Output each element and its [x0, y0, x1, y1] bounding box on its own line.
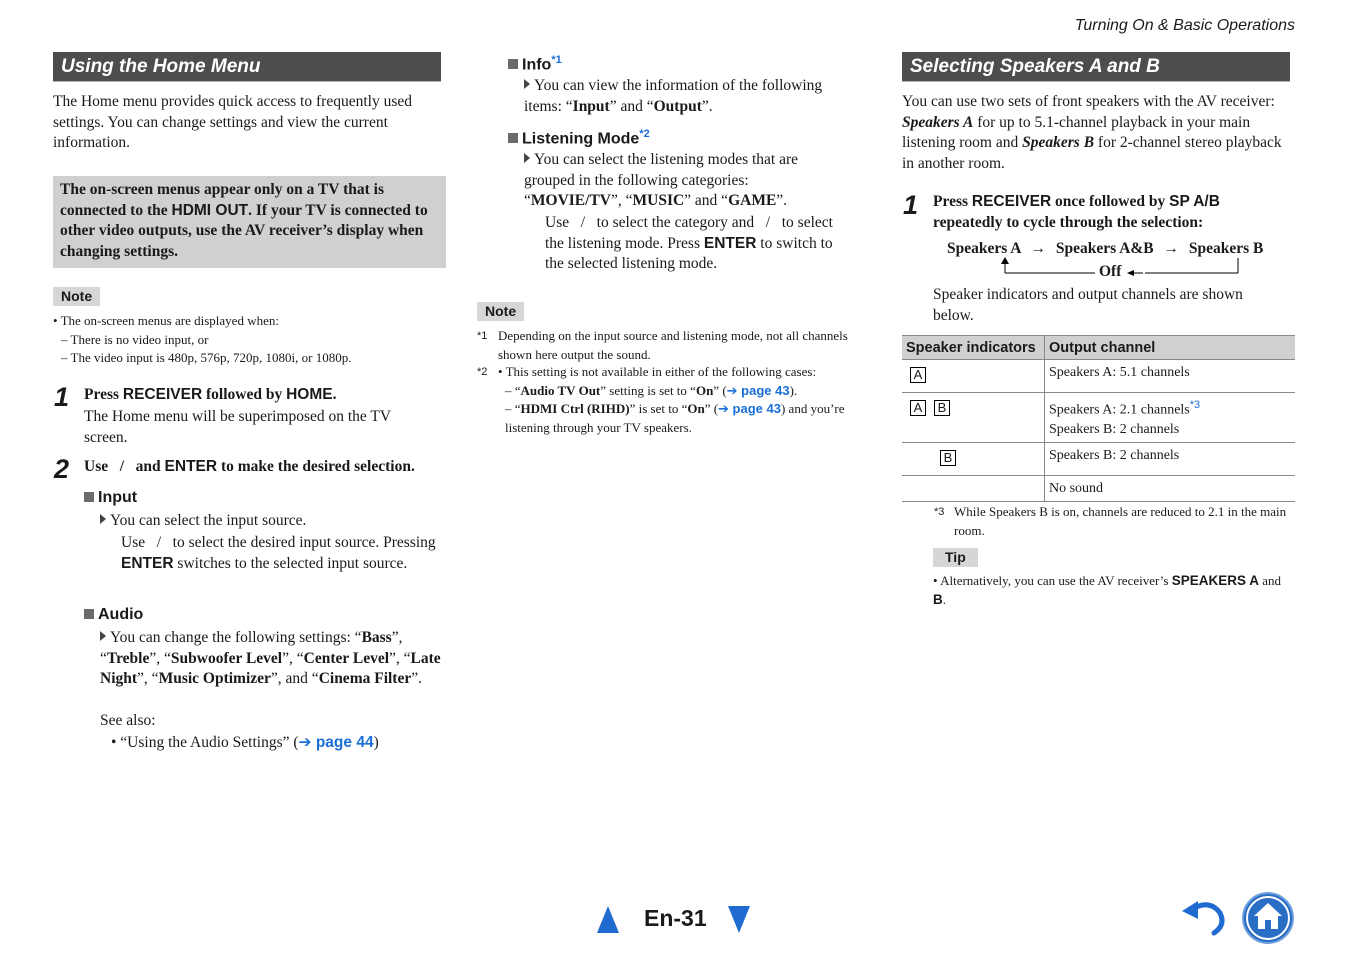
indicator-cell [902, 475, 1045, 501]
note-label: Note [53, 287, 100, 306]
tip-label: Tip [933, 548, 978, 567]
sp-ab-key: SP A/B [1169, 193, 1220, 210]
square-bullet-icon [84, 492, 94, 502]
page-44-link[interactable]: ➔ page 44 [298, 734, 374, 751]
indicator-a: A [910, 400, 926, 416]
listening-mode-detail: Use / to select the category and / to select the listening mode. Press ENTER to switch to the selected listening mode. [545, 214, 837, 272]
square-bullet-icon [508, 59, 518, 69]
output-cell: No sound [1045, 475, 1296, 501]
note-line: – There is no video input, or [61, 331, 209, 347]
page-43-link[interactable]: ➔ page 43 [718, 401, 781, 416]
home-icon[interactable] [1241, 891, 1295, 945]
footnote-2-case-a: – “Audio TV Out” setting is set to “On” (➔ page 43). [505, 383, 798, 398]
triangle-bullet-icon [524, 79, 530, 89]
right-arrow-icon: → [1163, 240, 1180, 257]
home-menu-intro: The Home menu provides quick access to frequently used settings. You can change settings and view the current information. [53, 93, 412, 151]
warning-text-2: . If your TV is connected to other video outputs, use the AV receiver’s display when changing settings. [60, 201, 428, 260]
output-cell: Speakers A: 5.1 channels [1045, 360, 1296, 393]
running-header: Turning On & Basic Operations [1074, 17, 1295, 34]
section-title-speakers: Selecting Speakers A and B [902, 52, 1290, 82]
footnote-mark-2: *2 [477, 366, 488, 378]
indicator-b: B [940, 450, 956, 466]
cycle-speakers-ab: Speakers A&B [1055, 240, 1154, 257]
table-row [902, 393, 1295, 443]
input-heading: Input [84, 489, 137, 507]
section-title-home-menu: Using the Home Menu [53, 52, 441, 82]
right-arrow-icon: → [1030, 240, 1047, 257]
note-line: • The on-screen menus are displayed when: [53, 313, 279, 328]
footnote-1: Depending on the input source and listening mode, not all channels shown here output the sound. [498, 328, 848, 362]
step-number: 2 [54, 454, 70, 484]
cycle-speakers-a: Speakers A [947, 240, 1021, 257]
input-detail: Use / to select the desired input source. Pressing ENTER switches to the selected input source. [121, 534, 440, 572]
step-number: 1 [903, 190, 919, 220]
note-list [53, 312, 448, 368]
column-header-output: Output channel [1045, 336, 1296, 360]
table-row [902, 360, 1295, 393]
warning-text-1: The on-screen menus appear only on a TV that is connected to the [60, 181, 384, 219]
indicator-cell [902, 393, 1045, 443]
table-row [902, 475, 1295, 501]
indicator-cell [902, 360, 1045, 393]
footnote-2-case-b: – “HDMI Ctrl (RIHD)” is set to “On” (➔ page 43) and you’re listening through your TV speakers. [505, 401, 845, 435]
table-row [902, 442, 1295, 475]
audio-settings-ref: • “Using the Audio Settings” (➔ page 44) [111, 734, 379, 751]
triangle-bullet-icon [100, 631, 106, 641]
speaker-table [902, 335, 1295, 502]
output-cell: Speakers A: 2.1 channels$^{*3}$ Speakers B: 2 channels [1045, 393, 1296, 443]
step-number: 1 [54, 382, 70, 412]
footnote-mark-3: *3 [934, 506, 945, 518]
enter-key: ENTER [164, 458, 218, 475]
back-icon[interactable] [1180, 897, 1228, 937]
step1-description: The Home menu will be superimposed on the TV screen. [84, 408, 391, 446]
speakers-step1-instruction: Press RECEIVER once followed by SP A/B repeatedly to cycle through the selection: [933, 193, 1220, 231]
speaker-indicators-intro: Speaker indicators and output channels are shown below. [933, 286, 1243, 324]
step1-instruction: Press RECEIVER followed by HOME. [84, 386, 337, 403]
previous-page-icon[interactable] [597, 906, 619, 933]
note-label: Note [477, 302, 524, 321]
table-header-row [902, 336, 1295, 360]
next-page-icon[interactable] [728, 906, 750, 933]
hdmi-out-label: HDMI OUT [171, 201, 249, 219]
column-header-indicators: Speaker indicators [902, 336, 1045, 360]
enter-key: ENTER [121, 554, 174, 572]
warning-box [53, 176, 446, 268]
square-bullet-icon [84, 609, 94, 619]
page-43-link[interactable]: ➔ page 43 [726, 383, 790, 398]
indicator-cell [902, 442, 1045, 475]
listening-mode-line: You can select the listening modes that are grouped in the following categories: “MOVIE/TV”, “MUSIC” and “GAME”. [524, 151, 799, 209]
enter-key: ENTER [703, 234, 757, 252]
indicator-b: B [934, 400, 950, 416]
square-bullet-icon [508, 133, 518, 143]
see-also-label: See also: [100, 712, 156, 729]
tip-text: • Alternatively, you can use the AV receiver’s SPEAKERS A and B. [933, 573, 1282, 607]
listening-mode-heading: Listening Mode$^{*2}$ [508, 128, 650, 148]
receiver-key: RECEIVER [971, 193, 1052, 210]
footnote-ref-2[interactable]: *2 [639, 128, 650, 140]
footnote-mark-1: *1 [477, 330, 488, 342]
cycle-speakers-b: Speakers B [1188, 240, 1264, 257]
triangle-bullet-icon [524, 153, 530, 163]
info-heading: Info$^{*1}$ [508, 54, 562, 74]
indicator-a: A [910, 367, 926, 383]
audio-settings-list: You can change the following settings: “Bass”, “Treble”, “Subwoofer Level”, “Center Level”, “Late Night”, “Music Optimizer”, and “Cinema Filter”. [100, 629, 441, 687]
speakers-intro: You can use two sets of front speakers with the AV receiver: Speakers A for up to 5.1-channel playback in your main listening room and Speakers B for 2-channel stereo playback in another room. [902, 93, 1282, 172]
output-cell: Speakers B: 2 channels [1045, 442, 1296, 475]
note-line: – The video input is 480p, 576p, 720p, 1080i, or 1080p. [61, 350, 352, 365]
footnote-2: • This setting is not available in either of the following cases: [498, 364, 817, 379]
receiver-key: RECEIVER [122, 386, 203, 403]
footnote-ref-3[interactable]: *3 [1189, 399, 1201, 411]
cycle-off: Off [1099, 263, 1122, 280]
footnote-ref-1[interactable]: *1 [551, 54, 562, 66]
info-line: You can view the information of the following items: “Input” and “Output”. [524, 77, 823, 115]
audio-heading: Audio [84, 606, 143, 624]
triangle-bullet-icon [100, 514, 106, 524]
input-line: You can select the input source. [100, 511, 445, 532]
step2-instruction: Use / and ENTER to make the desired selection. [84, 458, 415, 475]
home-key: HOME [286, 386, 333, 403]
page-number: En-31 [644, 905, 707, 931]
footnote-3: While Speakers B is on, channels are reduced to 2.1 in the main room. [954, 504, 1287, 538]
